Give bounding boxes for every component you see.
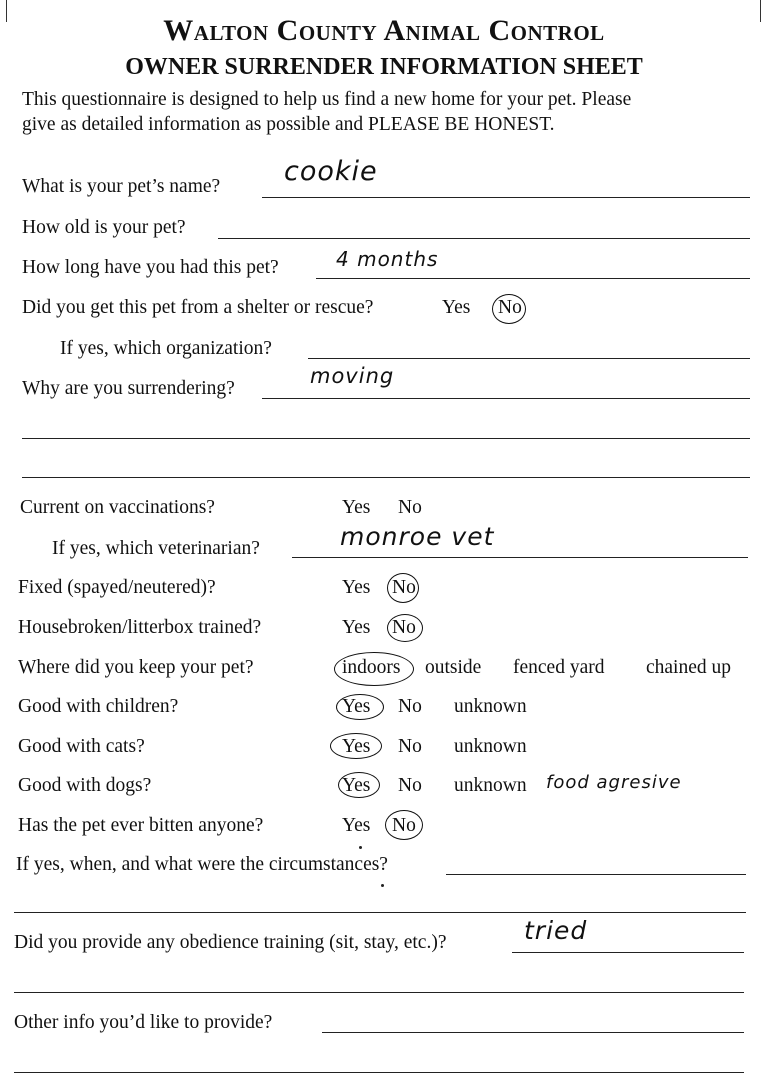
- organization-field-line[interactable]: [308, 358, 750, 359]
- children-option-unknown[interactable]: unknown: [454, 696, 527, 717]
- shelter-no-circle: [492, 294, 526, 324]
- form-subtitle: OWNER SURRENDER INFORMATION SHEET: [125, 54, 643, 80]
- circumstances-extra-line[interactable]: [14, 912, 746, 913]
- children-option-yes[interactable]: Yes: [342, 696, 371, 717]
- answer-how-long: 4 months: [336, 247, 439, 271]
- answer-name: cookie: [284, 156, 378, 187]
- shelter-option-yes[interactable]: Yes: [442, 297, 471, 318]
- why-field-line[interactable]: [262, 398, 750, 399]
- question-veterinarian: If yes, which veterinarian?: [52, 538, 260, 559]
- age-field-line[interactable]: [218, 238, 750, 239]
- cats-yes-circle: [330, 733, 382, 759]
- kept-indoors-circle: [334, 652, 414, 686]
- cats-option-no[interactable]: No: [398, 736, 422, 757]
- question-dogs: Good with dogs?: [18, 775, 152, 796]
- answer-obedience: tried: [524, 916, 588, 945]
- veterinarian-field-line[interactable]: [292, 557, 748, 558]
- question-how-long: How long have you had this pet?: [22, 257, 279, 278]
- children-option-no[interactable]: No: [398, 696, 422, 717]
- intro-line-1: This questionnaire is designed to help us find a new home for your pet. Please: [22, 89, 632, 110]
- dogs-option-no[interactable]: No: [398, 775, 422, 796]
- question-vaccinations: Current on vaccinations?: [20, 497, 215, 518]
- name-field-line[interactable]: [262, 197, 750, 198]
- obedience-field-line[interactable]: [512, 952, 744, 953]
- question-kept: Where did you keep your pet?: [18, 657, 254, 678]
- dogs-option-unknown[interactable]: unknown: [454, 775, 527, 796]
- children-yes-circle: [336, 694, 384, 720]
- question-housebroken: Housebroken/litterbox trained?: [18, 617, 262, 638]
- question-age: How old is your pet?: [22, 217, 186, 238]
- question-circumstances: If yes, when, and what were the circumstances?: [16, 854, 388, 875]
- bitten-option-no[interactable]: No: [392, 815, 416, 836]
- question-shelter: Did you get this pet from a shelter or rescue?: [22, 297, 374, 318]
- housebroken-no-circle: [387, 614, 423, 642]
- dogs-option-yes[interactable]: Yes: [342, 775, 371, 796]
- cats-option-unknown[interactable]: unknown: [454, 736, 527, 757]
- bitten-option-yes[interactable]: Yes: [342, 815, 371, 836]
- housebroken-option-yes[interactable]: Yes: [342, 617, 371, 638]
- question-organization: If yes, which organization?: [60, 338, 272, 359]
- question-why: Why are you surrendering?: [22, 378, 235, 399]
- shelter-option-no[interactable]: No: [498, 297, 522, 318]
- housebroken-option-no[interactable]: No: [392, 617, 416, 638]
- fixed-option-no[interactable]: No: [392, 577, 416, 598]
- obedience-extra-line[interactable]: [14, 992, 744, 993]
- other-field-line[interactable]: [322, 1032, 744, 1033]
- vaccinations-option-yes[interactable]: Yes: [342, 497, 371, 518]
- intro-line-2: give as detailed information as possible and PLEASE BE HONEST.: [22, 114, 555, 135]
- other-extra-line[interactable]: [14, 1072, 744, 1073]
- question-fixed: Fixed (spayed/neutered)?: [18, 577, 216, 598]
- kept-option-fenced-yard[interactable]: fenced yard: [513, 657, 605, 678]
- how-long-field-line[interactable]: [316, 278, 750, 279]
- question-children: Good with children?: [18, 696, 179, 717]
- fixed-no-circle: [387, 573, 419, 603]
- cats-option-yes[interactable]: Yes: [342, 736, 371, 757]
- circumstances-field-line[interactable]: [446, 874, 746, 875]
- vaccinations-option-no[interactable]: No: [398, 497, 422, 518]
- kept-option-indoors[interactable]: indoors: [342, 657, 401, 678]
- why-extra-line-1[interactable]: [22, 438, 750, 439]
- question-other: Other info you’d like to provide?: [14, 1012, 273, 1033]
- why-extra-line-2[interactable]: [22, 477, 750, 478]
- kept-option-outside[interactable]: outside: [425, 657, 482, 678]
- dogs-yes-circle: [338, 772, 380, 798]
- question-obedience: Did you provide any obedience training (sit, stay, etc.)?: [14, 932, 447, 953]
- stray-mark: [359, 846, 362, 849]
- answer-veterinarian: monroe vet: [340, 522, 495, 551]
- kept-option-chained-up[interactable]: chained up: [646, 657, 732, 678]
- question-name: What is your pet’s name?: [22, 176, 221, 197]
- form-title: Walton County Animal Control: [163, 14, 605, 47]
- question-cats: Good with cats?: [18, 736, 145, 757]
- question-bitten: Has the pet ever bitten anyone?: [18, 815, 264, 836]
- stray-mark-2: [381, 884, 384, 887]
- bitten-no-circle: [385, 810, 423, 840]
- answer-why: moving: [310, 364, 395, 388]
- intro-text: [22, 87, 742, 137]
- fixed-option-yes[interactable]: Yes: [342, 577, 371, 598]
- answer-dogs-note: food agresive: [546, 772, 682, 793]
